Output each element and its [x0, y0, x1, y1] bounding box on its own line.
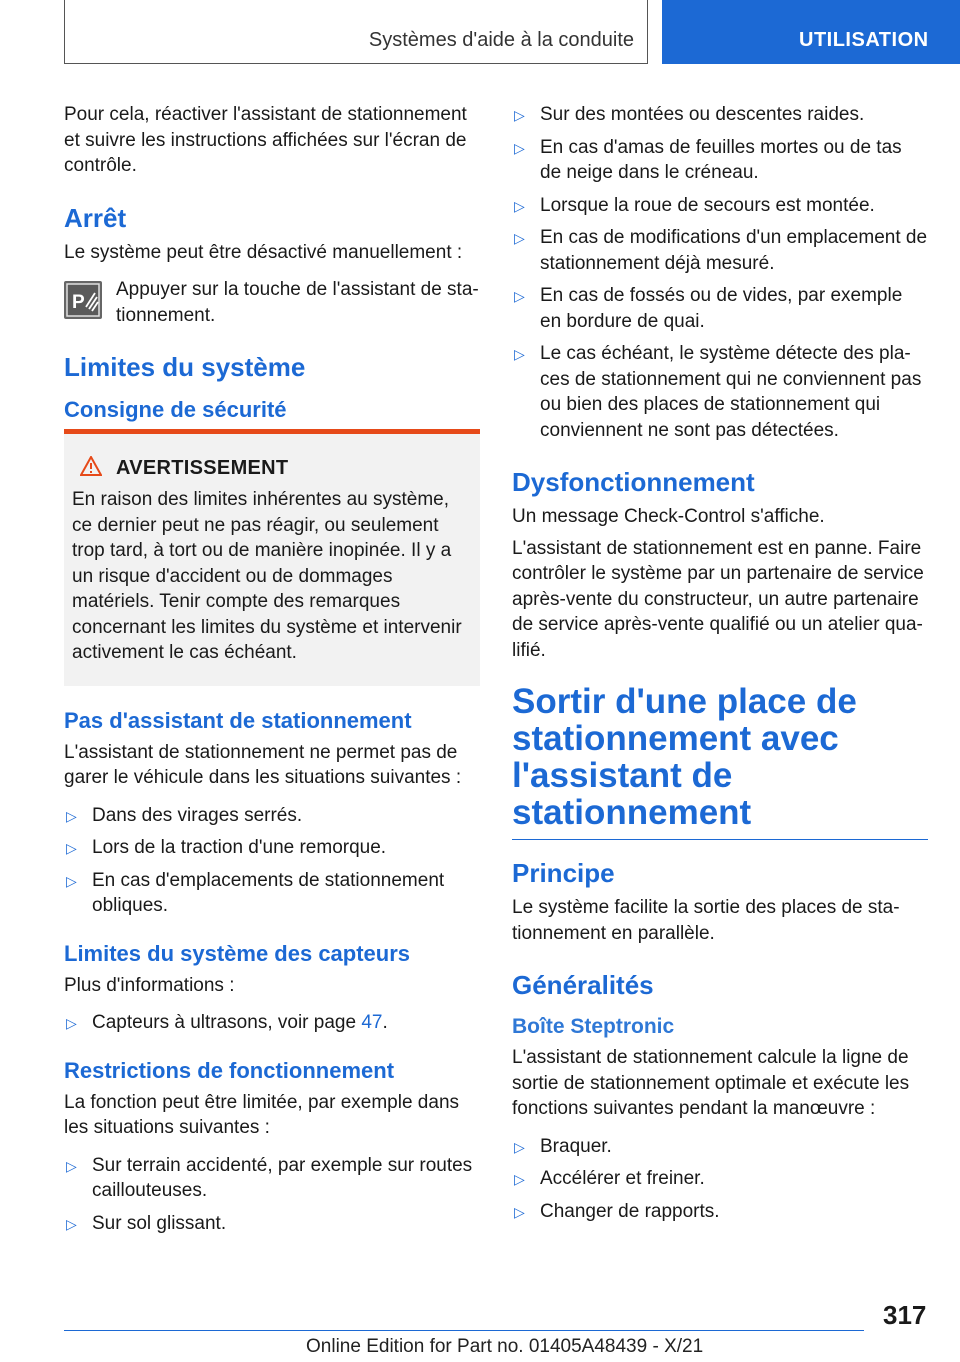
list-item: ▷ Sur des montées ou descentes raides.	[512, 102, 928, 128]
header-tab	[662, 0, 960, 64]
arret-paragraph: Le système peut être désactivé manuellement :	[64, 241, 463, 263]
heading-limites: Limites du système	[64, 352, 306, 382]
warning-triangle-icon	[80, 456, 102, 481]
triangle-bullet-icon: ▷	[514, 1138, 525, 1155]
triangle-bullet-icon: ▷	[66, 1215, 77, 1232]
pas-paragraph: L'assistant de stationnement ne permet pas de garer le véhicule dans les situations suivantes :	[64, 741, 462, 788]
boite-paragraph: L'assistant de stationnement calcule la ligne de sortie de stationnement optimale et exécute les fonctions suivantes pendant la manœuvre :	[512, 1047, 910, 1119]
header-section-title: Systèmes d'aide à la conduite	[368, 29, 634, 51]
heading-restrictions: Restrictions de fonctionnement	[64, 1057, 395, 1083]
footer-edition: Online Edition for Part no. 01405A48439 - X/21	[306, 1336, 704, 1357]
triangle-bullet-icon: ▷	[514, 1203, 525, 1220]
capteurs-paragraph: Plus d'informations :	[64, 974, 235, 996]
heading-consigne: Consigne de sécurité	[64, 397, 287, 422]
triangle-bullet-icon: ▷	[514, 107, 525, 123]
list-item: ▷ Le cas échéant, le système détecte des places de stationnement qui ne conviennent pas ou bien des places de stationnement qui conviennent ne sont pas détectées.	[514, 343, 922, 441]
heading-boite-steptronic: Boîte Steptronic	[512, 1015, 675, 1038]
list-item: ▷ En cas d'emplacements de stationnement obliques.	[66, 869, 445, 916]
chapter-title: Sortir d'une place de stationnement avec l'assistant de stationnement	[512, 682, 857, 832]
list-item: ▷ Lorsque la roue de secours est montée.	[512, 193, 928, 219]
triangle-bullet-icon: ▷	[66, 840, 77, 856]
warning-box	[64, 429, 480, 686]
heading-pas-assistant: Pas d'assistant de stationnement	[64, 707, 412, 733]
page-reference-link[interactable]: 47	[361, 1012, 383, 1033]
triangle-bullet-icon: ▷	[514, 288, 525, 304]
triangle-bullet-icon: ▷	[514, 230, 525, 246]
arret-button-text: Appuyer sur la touche de l'assistant de stationnement.	[116, 279, 479, 326]
list-item: ▷ Sur terrain accidenté, par exemple sur routes caillouteuses.	[66, 1154, 473, 1201]
arret-button-row	[64, 277, 480, 328]
list-item: ▷ Accélérer et freiner.	[512, 1166, 928, 1192]
warning-text: En raison des limites inhérentes au système, ce dernier peut ne pas réagir, ou seulement trop tard, à tort ou de manière inopinée. Il y a un risque d'accident ou de dommages matériels. Tenir compte des remarques concernant les limites du système et intervenir activement le cas échéant.	[72, 489, 462, 663]
list-item: ▷ En cas de modifications d'un emplacement de stationnement déjà mesuré.	[514, 227, 928, 274]
restrictions-paragraph: La fonction peut être limitée, par exemple dans les situations suivantes :	[64, 1091, 460, 1138]
heading-generalites: Généralités	[512, 970, 654, 1000]
list-item: ▷ Sur sol glissant.	[64, 1211, 480, 1237]
intro-paragraph: Pour cela, réactiver l'assistant de stationnement et suivre les instructions affichées sur l'écran de contrôle.	[64, 104, 467, 176]
dys-paragraph-1: Un message Check-Control s'affiche.	[512, 506, 825, 527]
dys-paragraph-2: L'assistant de stationnement est en panne. Faire contrôler le système par un partenaire de service après-vente du constructeur, un autre partenaire de service après-vente qualifié ou un atelier qualifié.	[512, 537, 924, 661]
heading-dysfonctionnement: Dysfonctionnement	[512, 467, 755, 497]
chapter-title-rule	[512, 839, 928, 840]
triangle-bullet-icon: ▷	[514, 139, 525, 156]
park-assist-button-icon	[64, 281, 102, 319]
triangle-bullet-icon: ▷	[66, 1157, 77, 1174]
heading-principe: Principe	[512, 858, 615, 888]
svg-text:P: P	[72, 292, 85, 313]
list-item: ▷ Dans des virages serrés.	[64, 803, 480, 829]
triangle-bullet-icon: ▷	[514, 346, 525, 362]
right-column	[512, 102, 928, 1231]
triangle-bullet-icon: ▷	[514, 197, 525, 214]
header-tab-label: UTILISATION	[799, 29, 929, 51]
list-item: ▷ Braquer.	[512, 1134, 928, 1160]
triangle-bullet-icon: ▷	[66, 807, 77, 824]
left-column	[64, 102, 480, 1243]
list-item: ▷ Capteurs à ultrasons, voir page 47.	[64, 1010, 480, 1036]
list-item: ▷ En cas de fossés ou de vides, par exemple en bordure de quai.	[514, 285, 903, 332]
triangle-bullet-icon: ▷	[66, 872, 77, 889]
warning-label: AVERTISSEMENT	[116, 457, 289, 479]
heading-arret: Arrêt	[64, 202, 127, 233]
list-item: ▷ Lors de la traction d'une remorque.	[64, 835, 480, 861]
footer-rule	[64, 1330, 864, 1331]
page-number: 317	[883, 1300, 927, 1330]
list-item: ▷ Changer de rapports.	[512, 1199, 928, 1225]
principe-paragraph: Le système facilite la sortie des places de stationnement en parallèle.	[512, 897, 900, 944]
list-item: ▷ En cas d'amas de feuilles mortes ou de tas de neige dans le créneau.	[514, 136, 902, 183]
triangle-bullet-icon: ▷	[66, 1015, 77, 1031]
triangle-bullet-icon: ▷	[514, 1171, 525, 1187]
heading-capteurs: Limites du système des capteurs	[64, 940, 411, 966]
